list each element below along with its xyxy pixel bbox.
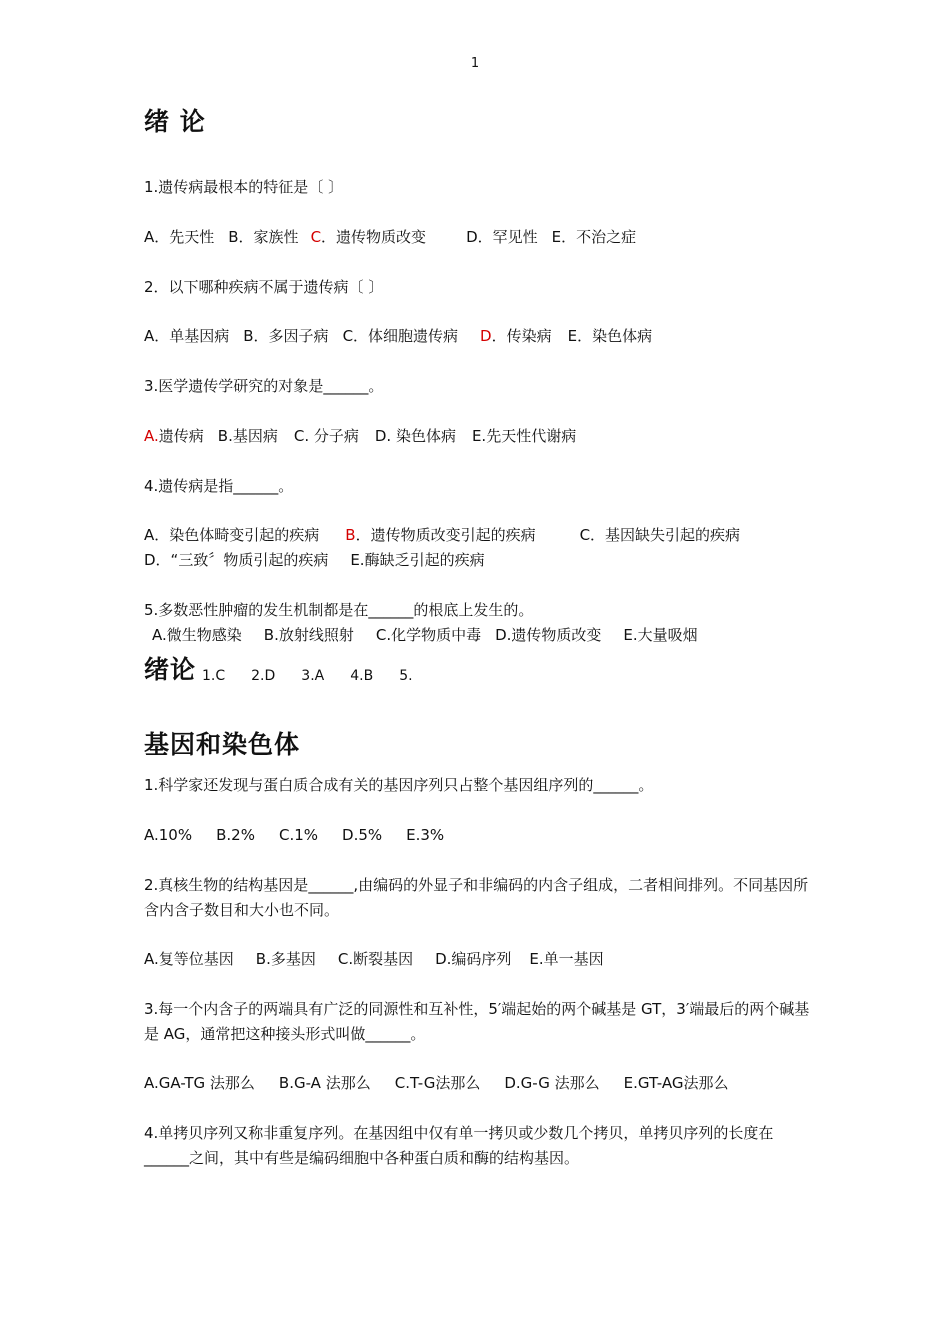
option-d: ．传染病 (491, 327, 552, 345)
option-a: A．染色体畸变引起的疾病 (144, 526, 320, 544)
option-d: D.5% (342, 826, 383, 844)
question-2-2: 2.真核生物的结构基因是______,由编码的外显子和非编码的内含子组成，二者相间排列。不同基因所含内含子数目和大小也不同。 (144, 876, 809, 919)
option-d: D.编码序列 (435, 950, 512, 968)
question-5: 5.多数恶性肿瘤的发生机制都是在______的根底上发生的。 (144, 601, 534, 619)
option-d: D. 染色体病 (374, 427, 456, 445)
option-d: D.遗传物质改变 (495, 626, 602, 644)
option-e: E.先天性代谢病 (471, 427, 577, 445)
option-b-letter-marked: B (345, 526, 356, 544)
option-a: A．单基因病 (144, 327, 230, 345)
option-e: E.酶缺乏引起的疾病 (350, 551, 485, 569)
option-e: E．不治之症 (551, 228, 637, 246)
question-2-3: 3.每一个内含子的两端具有广泛的同源性和互补性，5′端起始的两个碱基是 GT，3′端最后的两个碱基是 AG，通常把这种接头形式叫做______。 (144, 1000, 810, 1043)
option-d: D．“三致〞物质引起的疾病 (144, 551, 329, 569)
option-b: ．遗传物质改变引起的疾病 (355, 526, 536, 544)
question-2: 2．以下哪种疾病不属于遗传病〔 〕 (144, 278, 384, 296)
answers-title: 绪论 (144, 655, 197, 684)
option-e: E.大量吸烟 (623, 626, 698, 644)
question-3: 3.医学遗传学研究的对象是______。 (144, 377, 384, 395)
question-4-options-line1 (144, 523, 740, 548)
question-2-1: 1.科学家还发现与蛋白质合成有关的基因序列只占整个基因组序列的______。 (144, 776, 654, 794)
question-1: 1.遗传病最根本的特征是〔 〕 (144, 178, 344, 196)
option-a: A．先天性 (144, 228, 215, 246)
option-e: E.3% (406, 826, 445, 844)
option-e: E.GT-AG法那么 (623, 1074, 729, 1092)
option-c: C. 分子病 (293, 427, 359, 445)
question-2-3-options (144, 1071, 728, 1096)
question-2-2-options (144, 947, 604, 972)
question-5-options (152, 623, 698, 648)
option-c: C.T-G法那么 (394, 1074, 481, 1092)
option-c-letter-marked: C (310, 228, 322, 246)
question-1-options (144, 225, 636, 250)
option-b: B.放射线照射 (263, 626, 354, 644)
answer-2: 2.D (251, 668, 276, 684)
option-a: A.复等位基因 (144, 950, 234, 968)
answer-3: 3.A (301, 668, 325, 684)
option-e: E.单一基因 (529, 950, 604, 968)
option-c: C．体细胞遗传病 (342, 327, 459, 345)
section-title-genes: 基因和染色体 (144, 730, 301, 759)
question-4: 4.遗传病是指______。 (144, 477, 294, 495)
option-a: A.GA-TG 法那么 (144, 1074, 255, 1092)
question-2-4: 4.单拷贝序列又称非重复序列。在基因组中仅有单一拷贝或少数几个拷贝，单拷贝序列的长度在______之间，其中有些是编码细胞中各种蛋白质和酶的结构基因。 (144, 1124, 774, 1167)
option-b: B.基因病 (217, 427, 278, 445)
question-3-options (144, 424, 576, 449)
question-4-options-line2 (144, 548, 485, 573)
section-title-intro: 绪 论 (144, 107, 206, 136)
option-e: E．染色体病 (567, 327, 653, 345)
answer-4: 4.B (350, 668, 374, 684)
option-a: A.10% (144, 826, 193, 844)
question-2-options (144, 324, 652, 349)
option-c: C.1% (278, 826, 319, 844)
option-b: B．家族性 (228, 228, 299, 246)
answer-5: 5. (399, 668, 413, 684)
option-a-letter-marked: A. (144, 427, 159, 445)
option-b: B.G-A 法那么 (278, 1074, 371, 1092)
answer-1: 1.C (202, 668, 226, 684)
question-2-1-options (144, 823, 444, 848)
option-b: B.多基因 (255, 950, 316, 968)
option-c: C.断裂基因 (337, 950, 414, 968)
option-a: 遗传病 (158, 427, 204, 445)
option-c: C.化学物质中毒 (375, 626, 482, 644)
answers-list (202, 668, 439, 684)
option-d-letter-marked: D (480, 327, 492, 345)
option-b: B.2% (216, 826, 255, 844)
option-d: D.G-G 法那么 (504, 1074, 600, 1092)
option-b: B．多因子病 (243, 327, 329, 345)
option-a: A.微生物感染 (152, 626, 242, 644)
page-number: 1 (470, 56, 480, 71)
option-c: ．遗传物质改变 (321, 228, 427, 246)
option-d: D．罕见性 (466, 228, 538, 246)
option-c: C．基因缺失引起的疾病 (579, 526, 741, 544)
